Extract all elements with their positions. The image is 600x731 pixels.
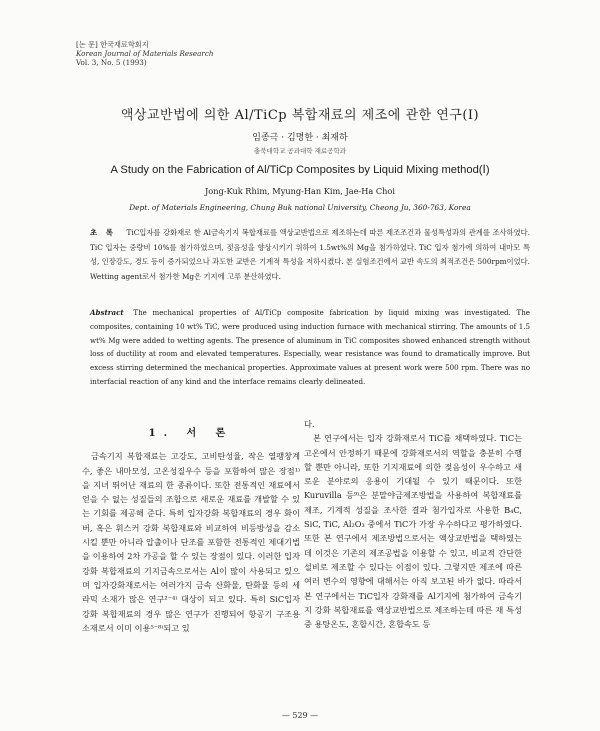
abstract-english bbox=[90, 306, 530, 389]
intro-paragraph-1-end: 다. bbox=[304, 419, 315, 429]
affiliation-english: Dept. of Materials Engineering, Chung Buk national University, Cheong Ju, 360-763, Korea bbox=[129, 203, 471, 212]
affiliation-korean: 충북대학교 공과대학 재료공학과 bbox=[253, 147, 347, 155]
authors-english: Jong-Kuk Rhim, Myung-Han Kim, Jae-Ha Choi bbox=[205, 186, 395, 196]
journal-line-2: Korean Journal of Materials Research bbox=[76, 49, 214, 58]
intro-paragraph-2: 본 연구에서는 입자 강화재로서 TiC를 채택하였다. TiC는 고온에서 안정하기 때문에 강화재로서의 역할을 충분히 수행할 뿐만 아니라, 또한 기지재료에 의한 젖음성이 우수하고 새로운 분야로의 응용이 기대될 수 있기 때문이다. 또한 Kuruvilla 등⁹⁾은 분말야금제조방법을 사용하여 복합재료를 제조, 기계적 성질을 조사한 결과 첨가입자로 사용한 B₄C, SiC, TiC, Al₂O₃ 중에서 TiC가 가장 우수하다고 평가하였다. 또한 본 연구에서 제조방법으로서는 액상교반법을 택하였는데 이것은 기존의 제조공법을 이용할 수 있고, 비교적 간단한 설비로 제조할 수 있다는 이점이 있다. 그렇지만 제조에 따른 여러 변수의 영향에 대해서는 아직 보고된 바가 없다. 따라서 본 연구에서는 TiC입자 강화재를 Al기지에 첨가하여 금속기지 강화 복합재료를 액상교반법으로 제조하는데 따른 재 특성 중 용탕온도, 혼합시간, 혼합속도 등 bbox=[304, 433, 522, 630]
section-heading-introduction: 1. 서 론 bbox=[148, 428, 234, 439]
journal-line-1: [논 문] 한국재료학회지 bbox=[76, 40, 149, 49]
title-english: A Study on the Fabrication of Al/TiCp Composites by Liquid Mixing method(Ⅰ) bbox=[110, 164, 490, 176]
abstract-english-lead: Abstract bbox=[90, 308, 124, 317]
abstract-korean-lead: 초 록 bbox=[90, 228, 116, 237]
abstract-english-body: The mechanical properties of Al/TiCp composite fabrication by liquid mixing was investigated. The composites, containing 10 wt% TiC, were produced using induction furnace with mechanical stirring. The amounts of 1.5 wt% Mg were added to wetting agents. The presence of aluminum in TiC composites showed enhanced strength without loss of ductility at room and elevated temperatures. Especially, wear resistance was found to dramatically improve. But excess stirring determined the mechanical properties. Approximate values at present work were 500 rpm. There was no interfacial reaction of any kind and the interface remains clearly delineated. bbox=[90, 308, 530, 386]
title-korean: 액상교반법에 의한 Al/TiCp 복합재료의 제조에 관한 연구(Ⅰ) bbox=[120, 108, 480, 123]
authors-korean: 임종극 · 김명한 · 최재하 bbox=[252, 133, 348, 143]
abstract-korean bbox=[90, 226, 530, 284]
journal-info bbox=[76, 40, 214, 67]
intro-paragraph-1: 금속기지 복합재료는 고강도, 고비탄성율, 작은 열팽창계수, 좋은 내마모성, 고온성질우수 등을 포함하여 많은 장점¹⁾을 지녀 뛰어난 재료의 한 종류이다. 또한 전통적인 재료에서 얻을 수 없는 성질들의 조합으로 새로운 재료를 개발할 수 있는 기회를 제공해 준다. 특히 입자강화 복합재료의 경우 화이버, 혹은 휘스커 강화 복합재료와 비교하여 비등방성을 감소시킬 뿐만 아니라 압출이나 단조를 포함한 전통적인 제대기법을 이용하여 2차 가공을 할 수 있는 장점이 있다. 이러한 입자강화 복합재료의 기지금속으로서는 Al이 많이 사용되고 있으며 입자강화재로서는 여러가지 금속 산화물, 탄화물 등의 세라믹 소재가 많은 연구²⁻⁴⁾ 대상이 되고 있다. 특히 SiC입자 강화 복합재료의 경우 많은 연구가 진행되어 항공기 구조용 소재로서 이미 이용⁵⁻⁸⁾되고 있 bbox=[82, 451, 300, 633]
journal-line-3: Vol. 3, No. 5 (1993) bbox=[76, 58, 147, 67]
page-number: — 529 — bbox=[281, 711, 319, 720]
body-column-left bbox=[82, 418, 300, 635]
body-column-right bbox=[304, 417, 522, 631]
abstract-korean-body: TiC입자를 강화재로 한 Al금속기지 복합재료를 액상교반법으로 제조하는데 따른 제조조건과 물성특성과의 관계를 조사하였다. TiC 입자는 중량비 10%를 첨가하였으며, 젖음성을 향상시키기 위하여 1.5wt%의 Mg을 첨가하였다. TiC 입자 첨가에 의하여 내마모 특성, 인장강도, 경도 등이 증가되었으나 과도한 교반은 기계적 특성을 저하시켰다. 본 실험조건에서 교반 속도의 최적조건은 500rpm이었다. Wetting agent로서 첨가한 Mg은 기지에 고루 분산하였다. bbox=[90, 228, 531, 281]
